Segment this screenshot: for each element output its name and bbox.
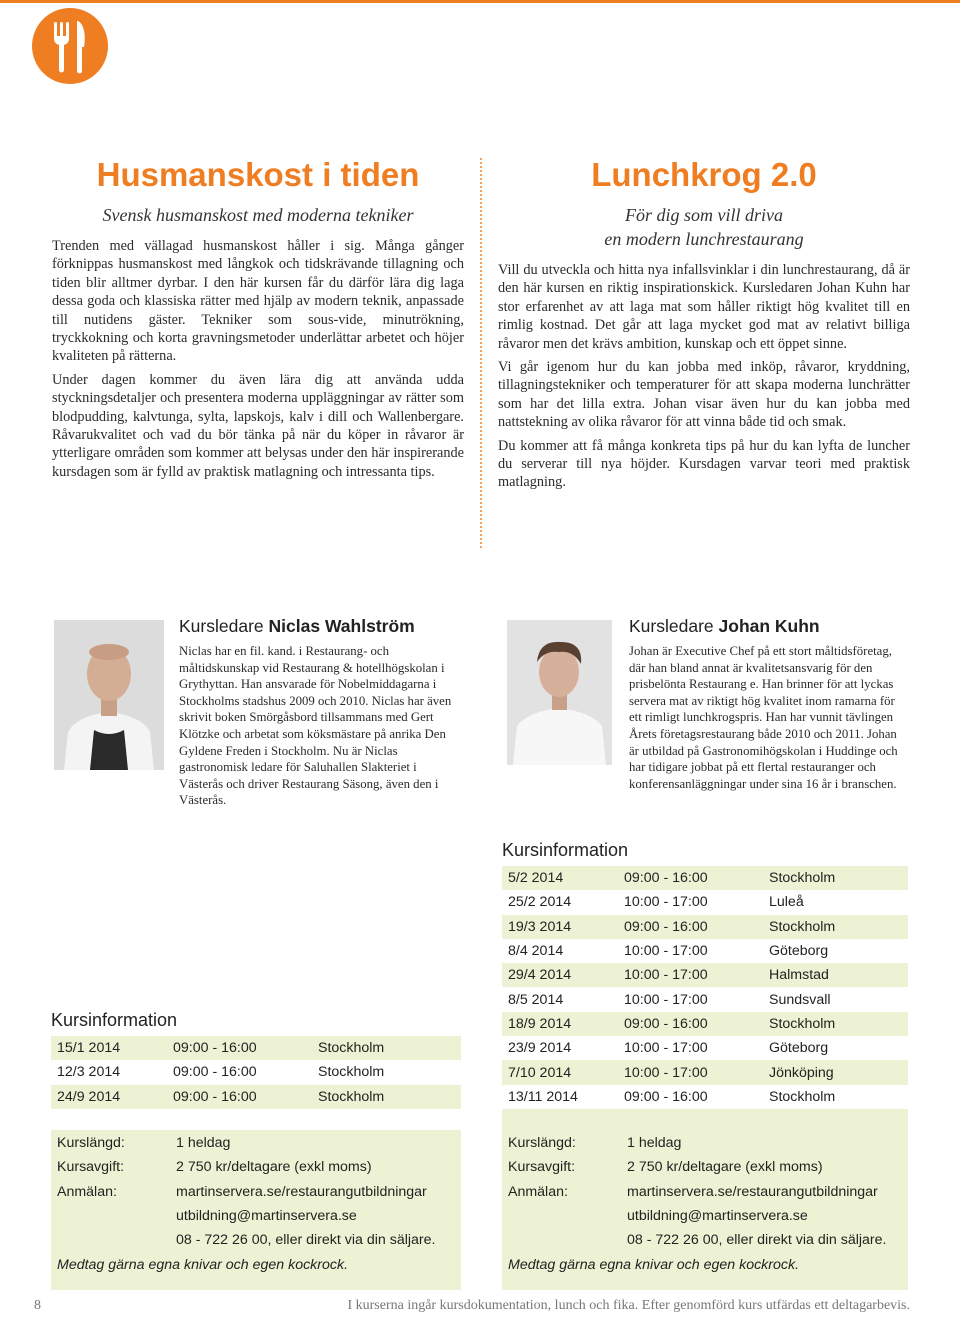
date-cell: 29/4 2014 <box>508 967 572 984</box>
left-instructor-bio <box>179 615 469 809</box>
date-cell: 13/11 2014 <box>508 1088 578 1105</box>
instructor-label: Kursledare <box>629 616 714 636</box>
right-article-subtitle-line: För dig som vill driva <box>625 205 783 225</box>
table-row <box>502 939 908 963</box>
date-cell: 5/2 2014 <box>508 870 564 887</box>
fee-label: Anmälan: <box>57 1183 117 1200</box>
time-cell: 10:00 - 17:00 <box>624 1040 708 1057</box>
footer-text: I kurserna ingår kursdokumentation, lunch och fika. Efter genomförd kurs utfärdas ett deltagarbevis. <box>347 1298 910 1313</box>
instructor-name: Johan Kuhn <box>718 616 820 636</box>
time-cell: 10:00 - 17:00 <box>624 967 708 984</box>
right-article <box>498 155 910 492</box>
fee-label: Kurslängd: <box>508 1135 576 1152</box>
date-cell: 24/9 2014 <box>57 1088 121 1105</box>
time-cell: 10:00 - 17:00 <box>624 1064 708 1081</box>
column-divider <box>480 158 482 548</box>
kursinfo-heading: Kursinformation <box>502 840 629 860</box>
city-cell: Stockholm <box>769 1015 836 1032</box>
right-article-paragraph: Du kommer att få många konkreta tips på hur du kan lyfta de luncher du serverar till nya höjder. Kursdagen varvar teori med praktisk matlagning. <box>498 437 910 491</box>
fee-row <box>508 1228 908 1252</box>
right-article-title: Lunchkrog 2.0 <box>591 156 817 193</box>
date-cell: 18/9 2014 <box>508 1015 572 1032</box>
instructor-label: Kursledare <box>179 616 264 636</box>
fee-value: 1 heldag <box>176 1135 231 1152</box>
right-article-subtitle <box>498 203 910 251</box>
table-row <box>502 1036 908 1060</box>
kursinfo-heading: Kursinformation <box>51 1010 178 1030</box>
left-article-paragraph: Under dagen kommer du även lära dig att använda udda styckningsdetaljer och presentera moderna uppläggningar av rätter som blodpudding, kalvtunga, sylta, lapskojs, kalv i dill och Wallenbergare. Råvarukvalitet och vad du bör tänka på när du köper in råvaror är ytterligare områden som kommer att belysas under den här inspirerande kursdagen som är fylld av praktisk matlagning och intressanta tips. <box>52 371 464 480</box>
table-row <box>502 915 908 939</box>
fee-row <box>508 1180 908 1204</box>
date-cell: 12/3 2014 <box>57 1064 121 1081</box>
instructor-photo-niclas <box>54 620 164 770</box>
date-cell: 19/3 2014 <box>508 918 572 935</box>
fee-row <box>508 1155 908 1179</box>
city-cell: Stockholm <box>318 1088 385 1105</box>
date-cell: 8/4 2014 <box>508 943 564 960</box>
signup-link[interactable]: martinservera.se/restaurangutbildningar <box>176 1183 427 1200</box>
left-kursinfo <box>51 1008 461 1109</box>
fee-label: Anmälan: <box>508 1183 568 1200</box>
table-row <box>51 1060 461 1084</box>
top-accent-rule <box>0 0 960 3</box>
left-fees-box <box>51 1130 461 1290</box>
fee-row <box>57 1131 461 1155</box>
right-kursinfo <box>502 838 908 1135</box>
right-article-paragraph: Vi går igenom hur du kan jobba med inköp, råvaror, kryddning, tillagningstekniker och temperaturer för att skapa moderna lunchrätter som har det lilla extra. Johan visar även hur du kan jobba med nattstekning av olika råvaror för att vinna både tid och smak. <box>498 359 910 431</box>
signup-email[interactable]: utbildning@martinservera.se <box>176 1208 357 1225</box>
table-row <box>502 1012 908 1036</box>
fees-note: Medtag gärna egna knivar och egen kockrock. <box>508 1256 800 1273</box>
left-article <box>52 155 464 481</box>
city-cell: Stockholm <box>318 1040 385 1057</box>
time-cell: 09:00 - 16:00 <box>173 1040 257 1057</box>
time-cell: 10:00 - 17:00 <box>624 894 708 911</box>
city-cell: Jönköping <box>769 1064 834 1081</box>
right-instructor-heading <box>629 615 919 637</box>
fee-label: Kursavgift: <box>508 1159 576 1176</box>
right-instructor-bio <box>629 615 919 792</box>
fee-row <box>57 1155 461 1179</box>
city-cell: Göteborg <box>769 1040 829 1057</box>
fee-value: 2 750 kr/deltagare (exkl moms) <box>176 1159 372 1176</box>
signup-email[interactable]: utbildning@martinservera.se <box>627 1208 808 1225</box>
time-cell: 10:00 - 17:00 <box>624 991 708 1008</box>
fork-knife-icon <box>32 8 108 84</box>
fee-value: 1 heldag <box>627 1135 682 1152</box>
table-row <box>51 1036 461 1060</box>
right-instructor-bio-text: Johan är Executive Chef på ett stort måltidsföretag, där han bland annat är kvalitetsansvarig för den prisbelönta Restaurang e. Han brinner för att lyckas servera mat av riktigt hög kvalitet inom ramarna för ett rimligt lunchkrogspris. Han har vunnit tävlingen Årets företagsrestaurang både 2010 och 2011. Johan är utbildad på Gastronomihögskolan i Huddinge och har tidigare jobbat på ett flertal restauranger och konferensanläggningar under sina 16 år i branschen. <box>629 644 898 791</box>
left-article-body <box>52 237 464 481</box>
right-article-subtitle-line: en modern lunchrestaurang <box>604 229 804 249</box>
left-article-subtitle: Svensk husmanskost med moderna tekniker <box>102 205 414 225</box>
signup-link[interactable]: martinservera.se/restaurangutbildningar <box>627 1183 878 1200</box>
table-row <box>502 963 908 987</box>
time-cell: 09:00 - 16:00 <box>624 1088 708 1105</box>
table-row <box>502 1060 908 1084</box>
table-row <box>502 1085 908 1109</box>
table-row <box>51 1085 461 1109</box>
city-cell: Sundsvall <box>769 991 831 1008</box>
table-row <box>502 866 908 890</box>
date-cell: 7/10 2014 <box>508 1064 572 1081</box>
city-cell: Stockholm <box>769 1088 836 1105</box>
fee-value: 2 750 kr/deltagare (exkl moms) <box>627 1159 823 1176</box>
city-cell: Stockholm <box>318 1064 385 1081</box>
date-cell: 8/5 2014 <box>508 991 564 1008</box>
date-cell: 23/9 2014 <box>508 1040 572 1057</box>
time-cell: 09:00 - 16:00 <box>173 1064 257 1081</box>
time-cell: 10:00 - 17:00 <box>624 943 708 960</box>
fee-row <box>57 1180 461 1204</box>
right-article-body <box>498 261 910 492</box>
date-cell: 25/2 2014 <box>508 894 572 911</box>
signup-phone: 08 - 722 26 00, eller direkt via din säljare. <box>627 1232 887 1249</box>
fee-row <box>508 1131 908 1155</box>
city-cell: Halmstad <box>769 967 829 984</box>
page-number: 8 <box>34 1298 41 1313</box>
table-row <box>502 987 908 1011</box>
time-cell: 09:00 - 16:00 <box>624 918 708 935</box>
signup-phone: 08 - 722 26 00, eller direkt via din säljare. <box>176 1232 436 1249</box>
fee-row <box>57 1204 461 1228</box>
time-cell: 09:00 - 16:00 <box>173 1088 257 1105</box>
time-cell: 09:00 - 16:00 <box>624 870 708 887</box>
left-instructor-bio-text: Niclas har en fil. kand. i Restaurang- och måltidskunskap vid Restaurang & hotellhögskolan i Grythyttan. Han ansvarade för Nobelmiddagarna i Stockholms stadshus 2009 och 2010. Niclas har även skrivit boken Smörgåsbord tillsammans med Gert Klötzke och arbetat som köksmästare på anrika Den Gyldene Freden i Stockholm. Nu är Niclas gastronomisk ledare för Saluhallen Slakteriet i Västerås och driver Restaurang Säsong, även den i Västerås. <box>179 644 452 808</box>
fee-label: Kurslängd: <box>57 1135 125 1152</box>
instructor-photo-johan <box>507 620 612 765</box>
fee-row <box>508 1204 908 1228</box>
right-fees-box <box>502 1130 908 1290</box>
table-row <box>502 890 908 914</box>
city-cell: Luleå <box>769 894 804 911</box>
instructor-name: Niclas Wahlström <box>268 616 415 636</box>
fees-note: Medtag gärna egna knivar och egen kockrock. <box>57 1256 349 1273</box>
right-article-paragraph: Vill du utveckla och hitta nya infallsvinklar i din lunchrestaurang, då är den här kursen en riktig inspirationskick. Kursledaren Johan Kuhn har stor erfarenhet av att laga mat som håller riktigt hög kvalitet till en rimlig kostnad. Det går att laga mycket god mat av relativt billiga råvaror men det krävs ambition, kunskap och ett öppet sinne. <box>498 262 910 352</box>
city-cell: Stockholm <box>769 870 836 887</box>
city-cell: Göteborg <box>769 943 829 960</box>
fee-row <box>57 1228 461 1252</box>
time-cell: 09:00 - 16:00 <box>624 1015 708 1032</box>
left-instructor-heading <box>179 615 469 637</box>
fee-label: Kursavgift: <box>57 1159 125 1176</box>
city-cell: Stockholm <box>769 918 836 935</box>
left-article-title: Husmanskost i tiden <box>96 156 420 193</box>
date-cell: 15/1 2014 <box>57 1040 121 1057</box>
left-article-paragraph: Trenden med vällagad husmanskost håller i sig. Många gånger förknippas husmanskost med långkok och tidskrävande tillagning och tiden blir alltmer dyrbar. I den här kursen får du därför lära dig laga dessa goda och klassiska rätter med hjälp av modern teknik, anpassade till nutidens gäster. Tekniker som sous-vide, minutrökning, tryckkokning och korta gravningsmetoder underlättar arbetet och höjer kvaliteten på rätterna. <box>52 238 464 365</box>
